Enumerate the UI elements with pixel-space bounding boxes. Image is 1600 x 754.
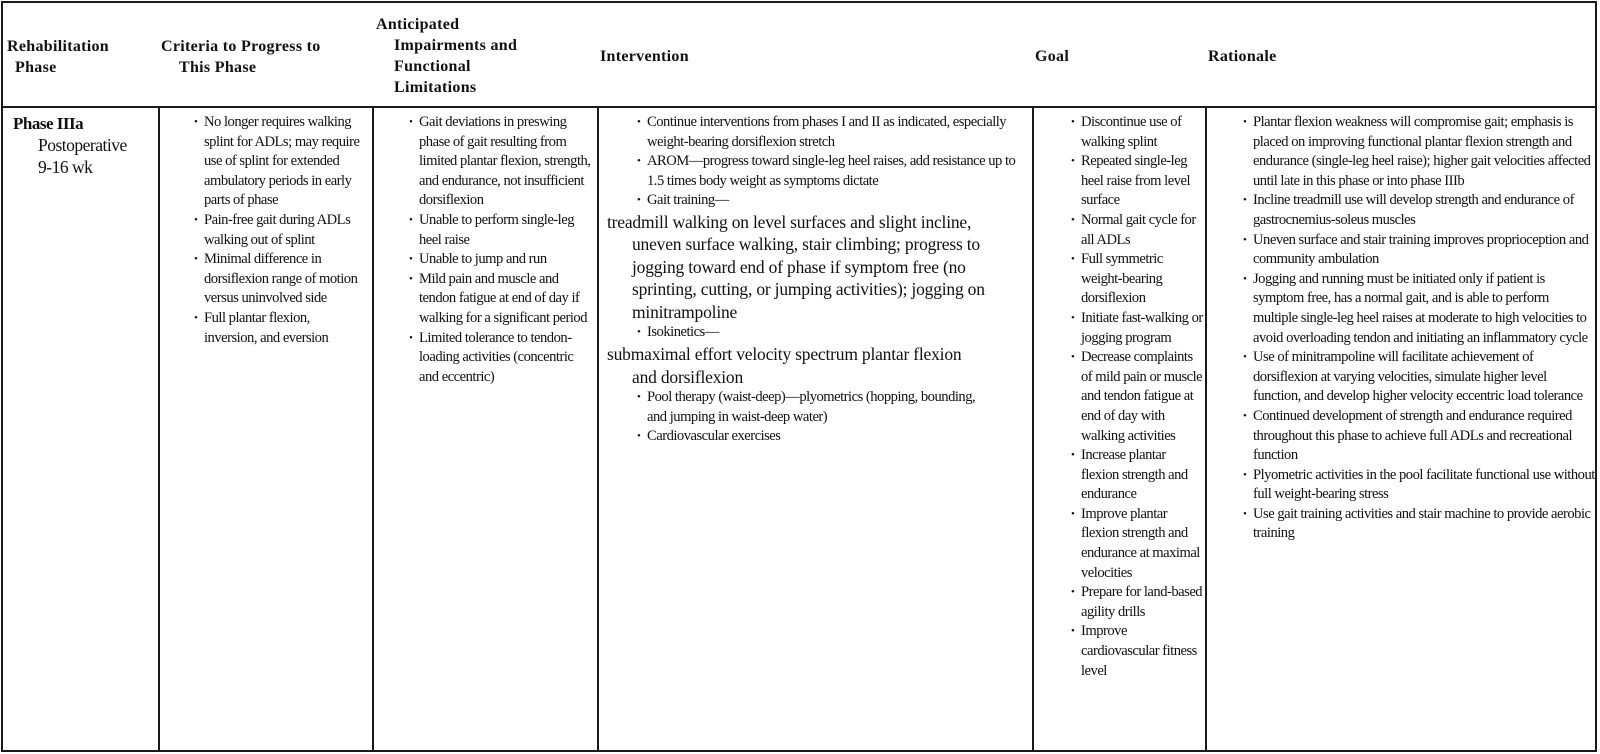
- bullet-icon: •: [1243, 233, 1247, 246]
- list-item-text: Improve plantar flexion strength and endurance at maximal velocities: [1081, 505, 1200, 581]
- rationale-list: [1243, 113, 1595, 544]
- bullet-icon: •: [1071, 586, 1075, 599]
- bullet-icon: •: [1071, 311, 1075, 324]
- list-item: [1071, 505, 1203, 583]
- header-goal: Goal: [1035, 48, 1070, 65]
- intervention-text: Gait training—: [647, 192, 729, 209]
- intervention-text: Isokinetics—: [647, 324, 719, 341]
- intervention-list-c: [607, 388, 977, 447]
- intervention-item: [637, 388, 977, 427]
- bullet-icon: •: [194, 253, 198, 266]
- list-item-text: Incline treadmill use will develop strength and endurance of gastrocnemius-soleus muscles: [1253, 192, 1574, 228]
- bullet-icon: •: [194, 311, 198, 324]
- bullet-icon: •: [1243, 272, 1247, 285]
- list-item: [1071, 309, 1203, 348]
- bullet-icon: •: [1071, 507, 1075, 520]
- bullet-icon: •: [194, 213, 198, 226]
- list-item: [409, 211, 591, 250]
- intervention-text: Cardiovascular exercises: [647, 428, 781, 445]
- bullet-icon: •: [637, 194, 641, 207]
- bullet-icon: •: [409, 116, 413, 128]
- list-item-text: Initiate fast-walking or jogging program: [1081, 309, 1203, 346]
- isokinetics-detail: [607, 343, 1027, 388]
- header-criteria-line2: This Phase: [179, 59, 257, 76]
- list-item-text: Improve cardiovascular fitness level: [1081, 623, 1197, 679]
- bullet-icon: •: [194, 116, 198, 128]
- intervention-text: Pool therapy (waist-deep)—plyometrics (hopping, bounding, and jumping in waist-deep water): [647, 389, 976, 425]
- gait-training-detail: [607, 211, 1027, 324]
- header-phase: [7, 36, 109, 78]
- list-item-text: Repeated single-leg heel raise from level surface: [1081, 153, 1191, 209]
- list-item: [1243, 191, 1595, 230]
- column-divider: [158, 108, 160, 750]
- phase-title: Phase IIIa: [13, 114, 84, 133]
- bullet-icon: •: [637, 116, 641, 128]
- list-item-text: Plyometric activities in the pool facilitate functional use without full weight-bearing stress: [1253, 466, 1595, 503]
- bullet-icon: •: [409, 331, 413, 344]
- goals-list: [1071, 113, 1203, 681]
- rehab-table: [1, 1, 1597, 752]
- list-item: [409, 329, 591, 388]
- list-item: [1071, 113, 1203, 152]
- list-item-text: Unable to jump and run: [419, 251, 547, 268]
- bullet-icon: •: [409, 272, 413, 285]
- list-item: [194, 113, 364, 211]
- bullet-icon: •: [409, 213, 413, 226]
- column-divider: [372, 108, 374, 750]
- intervention-item: [637, 323, 1027, 343]
- header-criteria-line1: Criteria to Progress to: [161, 38, 321, 55]
- list-item: [194, 211, 364, 250]
- list-item: [194, 309, 364, 348]
- list-item-text: Use gait training activities and stair machine to provide aerobic training: [1253, 505, 1591, 542]
- list-item: [1243, 231, 1595, 270]
- bullet-icon: •: [1071, 155, 1075, 168]
- bullet-icon: •: [1071, 449, 1075, 462]
- list-item-text: Limited tolerance to tendon-loading activities (concentric and eccentric): [419, 329, 574, 385]
- list-item-text: No longer requires walking splint for ADLs; may require use of splint for extended ambulatory periods in early parts of phase: [204, 114, 360, 209]
- intervention-item: [637, 427, 977, 447]
- bullet-icon: •: [637, 326, 641, 339]
- list-item: [1243, 407, 1595, 466]
- bullet-icon: •: [1243, 409, 1247, 422]
- header-phase-line2: Phase: [15, 59, 57, 76]
- list-item-text: Minimal difference in dorsiflexion range of motion versus uninvolved side: [204, 251, 358, 307]
- list-item-text: Plantar flexion weakness will compromise gait; emphasis is placed on improving functional plantar flexion strength and endurance (single-leg heel raise); higher gait velocities affected until late in this phase or into phase IIIb: [1253, 114, 1591, 189]
- header-intervention: Intervention: [600, 48, 689, 65]
- bullet-icon: •: [1243, 351, 1247, 364]
- bullet-icon: •: [1071, 213, 1075, 226]
- gait-detail-first: treadmill walking on level surfaces and slight incline,: [607, 211, 972, 232]
- gait-detail-rest: uneven surface walking, stair climbing; progress to jogging toward end of phase if symptom free (no sprinting, cutting, or jumping activities); jogging on minitrampoline: [632, 234, 985, 322]
- phase-cell: [13, 113, 153, 178]
- header-criteria: [161, 36, 321, 78]
- list-item: [1071, 622, 1203, 681]
- bullet-icon: •: [1243, 507, 1247, 520]
- intervention-item: [637, 191, 1027, 211]
- list-item-text: Increase plantar flexion strength and endurance: [1081, 447, 1188, 503]
- bullet-icon: •: [1071, 253, 1075, 266]
- list-item-text: Jogging and running must be initiated only if patient is symptom free, has a normal gait, and is able to perform multiple single-leg heel raises at moderate to high velocities to avoid overloading tendon and initiating an inflammatory cycle: [1253, 270, 1588, 346]
- intervention-text: Continue interventions from phases I and II as indicated, especially weight-bearing dorsiflexion stretch: [647, 114, 1007, 150]
- iso-detail-first: submaximal effort velocity spectrum plantar flexion: [607, 344, 962, 365]
- column-divider: [597, 108, 599, 750]
- bullet-icon: •: [637, 155, 641, 168]
- list-item: [1071, 348, 1203, 446]
- phase-weeks: 9-16 wk: [38, 157, 93, 177]
- bullet-icon: •: [1243, 194, 1247, 207]
- list-item: [1243, 113, 1595, 191]
- bullet-icon: •: [409, 253, 413, 266]
- bullet-icon: •: [1243, 116, 1247, 128]
- list-item-text: Full symmetric weight-bearing dorsiflexion: [1081, 251, 1163, 307]
- list-item-text: Full plantar flexion, inversion, and eversion: [204, 309, 329, 346]
- header-impairments-line4: Limitations: [394, 79, 477, 96]
- list-item: [1071, 446, 1203, 505]
- list-item: [409, 250, 591, 270]
- list-item-text: Unable to perform single-leg heel raise: [419, 211, 574, 248]
- list-item: [194, 250, 364, 309]
- list-item-text: Decrease complaints of mild pain or muscle and tendon fatigue at end of day with walking activities: [1081, 349, 1203, 444]
- bullet-icon: •: [1071, 625, 1075, 638]
- phase-subtitle: Postoperative: [38, 135, 127, 155]
- list-item: [1071, 583, 1203, 622]
- list-item-text: Gait deviations in preswing phase of gait resulting from limited plantar flexion, strength, and endurance, not insufficient dorsiflexion: [419, 114, 591, 209]
- intervention-cell: [607, 113, 1027, 447]
- intervention-item: [637, 152, 1027, 191]
- list-item-text: Mild pain and muscle and tendon fatigue at end of day if walking for a significant period: [419, 270, 587, 326]
- list-item: [1243, 270, 1595, 348]
- header-divider: [3, 106, 1595, 108]
- list-item: [1243, 348, 1595, 407]
- intervention-list-b: [607, 323, 1027, 343]
- bullet-icon: •: [637, 430, 641, 443]
- intervention-list-a: [607, 113, 1027, 211]
- list-item-text: Normal gait cycle for all ADLs: [1081, 211, 1196, 248]
- list-item-text: Discontinue use of walking splint: [1081, 114, 1182, 150]
- intervention-text: AROM—progress toward single-leg heel raises, add resistance up to 1.5 times body weight as symptoms dictate: [647, 153, 1016, 189]
- list-item: [409, 113, 591, 211]
- list-item-text: Pain-free gait during ADLs walking out of splint: [204, 211, 351, 248]
- list-item: [1071, 211, 1203, 250]
- impairments-list: [409, 113, 591, 387]
- list-item: [1243, 466, 1595, 505]
- list-item: [1071, 250, 1203, 309]
- header-impairments: [376, 14, 517, 98]
- list-item-text: Uneven surface and stair training improves proprioception and community ambulation: [1253, 231, 1589, 268]
- list-item-text: Continued development of strength and endurance required throughout this phase to achieve full ADLs and recreational function: [1253, 407, 1573, 464]
- header-impairments-line1: Anticipated: [376, 16, 460, 33]
- header-impairments-line2: Impairments and: [394, 37, 518, 54]
- header-impairments-line3: Functional: [394, 58, 471, 75]
- bullet-icon: •: [1071, 351, 1075, 364]
- list-item: [409, 270, 591, 329]
- bullet-icon: •: [637, 391, 641, 404]
- header-rationale: Rationale: [1208, 48, 1277, 65]
- bullet-icon: •: [1243, 468, 1247, 481]
- column-divider: [1032, 108, 1034, 750]
- header-phase-line1: Rehabilitation: [7, 38, 109, 55]
- list-item: [1071, 152, 1203, 211]
- list-item-text: Use of minitrampoline will facilitate achievement of dorsiflexion at varying velocities, simulate higher level function, and develop higher velocity eccentric load tolerance: [1253, 349, 1583, 405]
- list-item-text: Prepare for land-based agility drills: [1081, 584, 1203, 620]
- intervention-item: [637, 113, 1027, 152]
- criteria-list: [194, 113, 364, 348]
- bullet-icon: •: [1071, 116, 1075, 128]
- list-item: [1243, 505, 1595, 544]
- column-divider: [1205, 108, 1207, 750]
- iso-detail-rest: and dorsiflexion: [632, 366, 744, 387]
